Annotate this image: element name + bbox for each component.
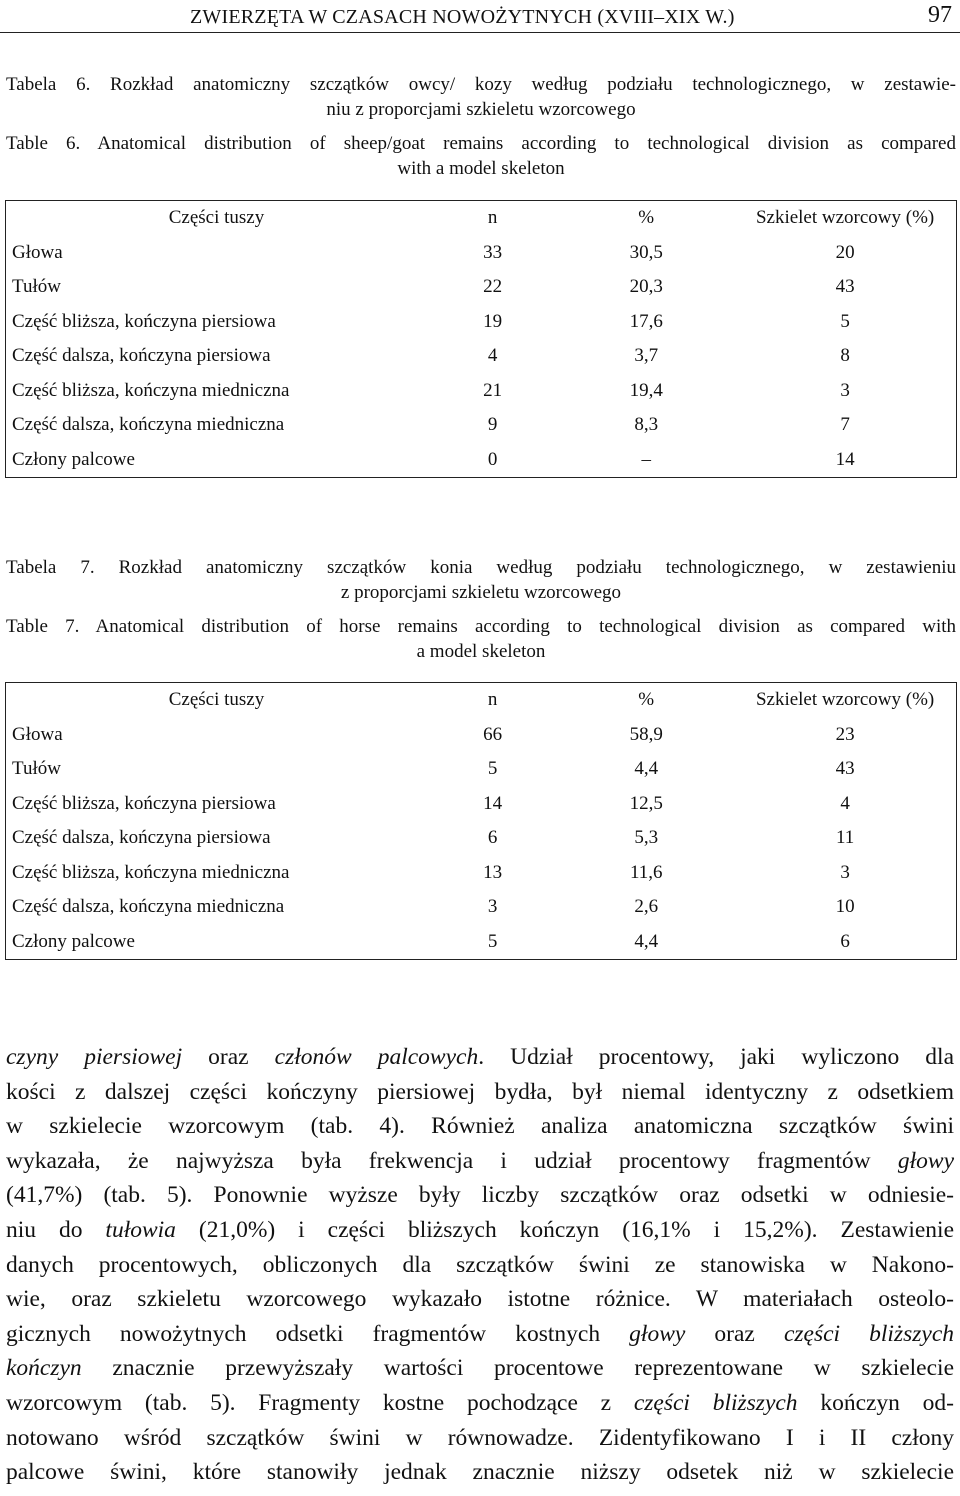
text-segment: wie, oraz szkieletu wzorcowego wykazało istotne różnice. W materiałach osteolo- xyxy=(6,1286,954,1313)
cell-model-skeleton: 11 xyxy=(835,827,855,849)
table-row xyxy=(6,718,957,753)
column-header-model-skeleton: Szkielet wzorcowy (%) xyxy=(755,207,935,229)
cell-carcass-part: Część dalsza, kończyna piersiowa xyxy=(12,827,271,849)
cell-model-skeleton: 20 xyxy=(835,241,855,263)
table-row xyxy=(6,925,957,960)
cell-percent: 12,5 xyxy=(629,792,663,814)
text-segment: (21,0%) i części bliższych kończyn (16,1% i 15,2%). Zestawienie xyxy=(175,1216,955,1243)
cell-model-skeleton: 5 xyxy=(840,310,850,332)
cell-carcass-part: Część bliższa, kończyna piersiowa xyxy=(12,310,276,332)
running-head-title: ZWIERZĘTA W CZASACH NOWOŻYTNYCH (XVIII–XIX W.) xyxy=(190,6,735,28)
table-row xyxy=(6,443,957,478)
cell-model-skeleton: 43 xyxy=(835,758,855,780)
text-segment: oraz xyxy=(685,1320,784,1347)
table7-caption-en-line1: Table 7. Anatomical distribution of horse remains according to technological division as compared with xyxy=(6,616,956,637)
table-row xyxy=(6,752,957,787)
cell-percent: 4,4 xyxy=(634,758,659,780)
cell-carcass-part: Głowa xyxy=(12,723,63,745)
cell-percent: 3,7 xyxy=(634,345,659,367)
table6-header-row xyxy=(6,201,957,236)
text-segment: kończyn od- xyxy=(797,1389,955,1416)
italic-term: części bliższych xyxy=(633,1389,798,1416)
italic-term: czyny piersiowej xyxy=(6,1044,183,1070)
page-number: 97 xyxy=(928,2,952,28)
text-line xyxy=(6,1386,954,1421)
cell-model-skeleton: 14 xyxy=(835,448,855,470)
cell-carcass-part: Część dalsza, kończyna miedniczna xyxy=(12,896,285,918)
table-row xyxy=(6,821,957,856)
text-line xyxy=(6,1317,954,1352)
table6-caption-en-line2: with a model skeleton xyxy=(397,158,565,179)
text-segment: wzorcowym (tab. 5). Fragmenty kostne pochodzące z xyxy=(6,1389,634,1416)
cell-model-skeleton: 23 xyxy=(835,723,855,745)
table-row xyxy=(6,856,957,891)
cell-n: 66 xyxy=(483,723,503,745)
italic-term: tułowia xyxy=(105,1216,176,1243)
cell-percent: 19,4 xyxy=(629,379,663,401)
table7 xyxy=(5,682,957,960)
text-line xyxy=(6,1109,954,1144)
text-line xyxy=(6,1213,954,1248)
text-segment: notowano wśród szczątków świni w równowadze. Zidentyfikowano I i II człony xyxy=(6,1424,954,1451)
table7-header-row xyxy=(6,683,957,718)
italic-term: głowy xyxy=(629,1320,686,1347)
cell-percent: 11,6 xyxy=(629,861,663,883)
table-row xyxy=(6,305,957,340)
text-line xyxy=(6,1178,954,1213)
cell-carcass-part: Część bliższa, kończyna miedniczna xyxy=(12,379,290,401)
table7-caption-pl-line2: z proporcjami szkieletu wzorcowego xyxy=(340,582,622,603)
table6 xyxy=(5,200,957,478)
cell-model-skeleton: 3 xyxy=(840,379,850,401)
text-segment: wykazała, że najwyższa była frekwencja i udział procentowy fragmentów xyxy=(6,1147,898,1174)
cell-n: 5 xyxy=(487,758,498,780)
text-segment: danych procentowych, obliczonych dla szczątków świni ze stanowiska w Nakono- xyxy=(6,1251,954,1278)
column-header-carcass-part: Części tuszy xyxy=(168,689,265,711)
cell-n: 0 xyxy=(487,448,498,470)
table-row xyxy=(6,787,957,822)
cell-n: 13 xyxy=(483,861,503,883)
italic-term: części bliższych xyxy=(783,1320,954,1347)
column-header-carcass-part: Części tuszy xyxy=(168,207,265,229)
cell-n: 9 xyxy=(487,414,498,436)
cell-n: 3 xyxy=(487,896,498,918)
text-segment: kości z dalszej części kończyny piersiowej bydła, był niemal identyczny z odsetkiem xyxy=(6,1078,954,1105)
italic-term: członów palcowych xyxy=(274,1044,479,1070)
table-row xyxy=(6,374,957,409)
text-segment: w szkielecie wzorcowym (tab. 4). Również analiza anatomiczna szczątków świni xyxy=(6,1113,954,1140)
cell-percent: 8,3 xyxy=(634,414,659,436)
column-header-percent: % xyxy=(638,689,655,711)
text-line xyxy=(6,1144,954,1179)
cell-carcass-part: Człony palcowe xyxy=(12,930,135,952)
text-segment: niu do xyxy=(6,1216,106,1243)
italic-term: głowy xyxy=(897,1147,954,1174)
cell-n: 22 xyxy=(483,276,503,298)
cell-percent: 20,3 xyxy=(629,276,663,298)
text-line xyxy=(6,1040,954,1075)
table-row xyxy=(6,408,957,443)
cell-percent: 4,4 xyxy=(634,930,659,952)
table6-caption-en-line1: Table 6. Anatomical distribution of sheep/goat remains according to technological division as compared xyxy=(6,133,956,154)
text-segment: oraz xyxy=(182,1044,275,1070)
cell-n: 19 xyxy=(483,310,503,332)
cell-n: 4 xyxy=(487,345,498,367)
table6-caption-pl-line2: niu z proporcjami szkieletu wzorcowego xyxy=(326,99,636,120)
cell-carcass-part: Część bliższa, kończyna piersiowa xyxy=(12,792,276,814)
body-text xyxy=(6,1040,954,1490)
cell-n: 33 xyxy=(483,241,503,263)
cell-n: 5 xyxy=(487,930,498,952)
text-line xyxy=(6,1421,954,1456)
table-row xyxy=(6,270,957,305)
cell-percent: 30,5 xyxy=(629,241,663,263)
cell-n: 14 xyxy=(483,792,503,814)
cell-model-skeleton: 43 xyxy=(835,276,855,298)
cell-carcass-part: Głowa xyxy=(12,241,63,263)
cell-model-skeleton: 3 xyxy=(840,861,850,883)
cell-carcass-part: Część bliższa, kończyna miedniczna xyxy=(12,861,290,883)
text-segment: znacznie przewyższały wartości procentowe reprezentowane w szkielecie xyxy=(81,1355,954,1382)
cell-carcass-part: Tułów xyxy=(12,276,61,298)
cell-percent: 5,3 xyxy=(634,827,659,849)
text-line xyxy=(6,1248,954,1283)
column-header-model-skeleton: Szkielet wzorcowy (%) xyxy=(755,689,935,711)
column-header-n: n xyxy=(487,689,498,711)
table6-caption xyxy=(6,72,956,181)
cell-carcass-part: Część dalsza, kończyna piersiowa xyxy=(12,345,271,367)
column-header-percent: % xyxy=(638,207,655,229)
text-line xyxy=(6,1282,954,1317)
cell-model-skeleton: 7 xyxy=(840,414,850,436)
running-head xyxy=(0,2,960,33)
text-segment: gicznych nowożytnych odsetki fragmentów kostnych xyxy=(6,1320,630,1347)
text-line xyxy=(6,1075,954,1110)
table7-caption-pl-line1: Tabela 7. Rozkład anatomiczny szczątków konia według podziału technologicznego, w zestawieniu xyxy=(6,557,956,578)
table-row xyxy=(6,890,957,925)
cell-percent: 2,6 xyxy=(634,896,659,918)
table6-caption-pl-line1: Tabela 6. Rozkład anatomiczny szczątków owcy/ kozy według podziału technologicznego, w zestawie- xyxy=(6,74,956,95)
text-segment: palcowe świni, które stanowiły jednak znacznie niższy odsetek niż w szkielecie xyxy=(6,1459,954,1486)
cell-model-skeleton: 8 xyxy=(840,345,850,367)
cell-carcass-part: Część dalsza, kończyna miedniczna xyxy=(12,414,285,436)
cell-carcass-part: Człony palcowe xyxy=(12,448,135,470)
italic-term: kończyn xyxy=(6,1355,82,1382)
text-line xyxy=(6,1351,954,1386)
column-header-n: n xyxy=(487,207,498,229)
cell-percent: – xyxy=(641,448,651,470)
cell-model-skeleton: 10 xyxy=(835,896,855,918)
text-segment: . Udział procentowy, jaki wyliczono dla xyxy=(478,1044,954,1070)
cell-percent: 58,9 xyxy=(629,723,663,745)
table-row xyxy=(6,339,957,374)
cell-n: 6 xyxy=(487,827,498,849)
text-segment: (41,7%) (tab. 5). Ponownie wyższe były liczby szczątków oraz odsetki w odniesie- xyxy=(6,1182,954,1209)
table7-caption-en-line2: a model skeleton xyxy=(416,641,546,662)
text-line xyxy=(6,1455,954,1490)
cell-carcass-part: Tułów xyxy=(12,758,61,780)
table7-caption xyxy=(6,555,956,664)
cell-model-skeleton: 4 xyxy=(840,792,850,814)
cell-percent: 17,6 xyxy=(629,310,663,332)
table-row xyxy=(6,236,957,271)
cell-n: 21 xyxy=(483,379,503,401)
cell-model-skeleton: 6 xyxy=(840,930,850,952)
